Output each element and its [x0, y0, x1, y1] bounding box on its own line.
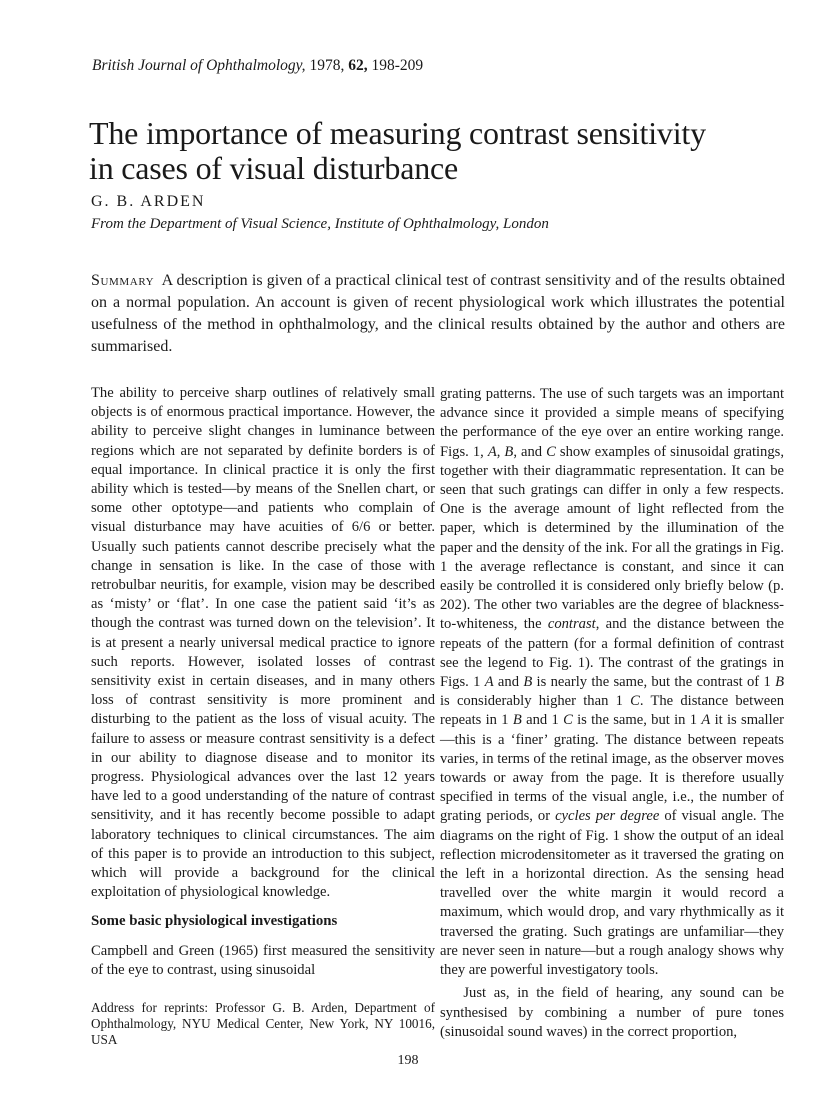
- article-title: [89, 116, 789, 186]
- section-paragraph: Campbell and Green (1965) first measured the sensitivity of the eye to contrast, using sinusoidal: [91, 942, 435, 978]
- summary-abstract: [91, 270, 785, 358]
- journal-pages: 198-209: [371, 57, 424, 74]
- right-paragraph-2: Just as, in the field of hearing, any sound can be synthesised by combining a number of pure tones (sinusoidal sound waves) in the correct proportion,: [440, 985, 784, 1040]
- journal-year: 1978,: [309, 57, 345, 74]
- author-affiliation: From the Department of Visual Science, Institute of Ophthalmology, London: [91, 216, 549, 232]
- right-column: [440, 385, 784, 1042]
- summary-label: Summary: [91, 272, 155, 289]
- intro-paragraph: The ability to perceive sharp outlines of relatively small objects is of enormous practical importance. However, the ability to perceive slight changes in luminance between regions which are not separated by definite borders is of equal importance. In clinical practice it is only the first ability which is tested—by means of the Snellen chart, or some other optotype—and patients who complain of visual disturbance may have acuities of 6/6 or better. Usually such patients cannot describe precisely what the change in sensation is like. In the case of those with retrobulbar neuritis, for example, vision may be described as ‘misty’ or ‘flat’. In one case the patient said ‘it’s as though the contrast was turned down on the television’. It is at present a nearly universal medical practice to ignore such reports. However, isolated losses of contrast sensitivity exist in certain diseases, and in many others loss of contrast sensitivity is more prominent and disturbing to the patient as the loss of visual acuity. The failure to assess or measure contrast sensitivity is a defect in our ability to diagnose disease and to monitor its progress. Physiological advances over the last 12 years have led to a good understanding of the nature of contrast sensitivity, and it has recently become possible to adapt laboratory techniques to clinical circumstances. The aim of this paper is to provide an introduction to this subject, which will provide a background for the clinical exploitation of physiological knowledge.: [91, 385, 435, 901]
- author-name: G. B. ARDEN: [91, 193, 206, 210]
- title-line-2: in cases of visual disturbance: [89, 150, 459, 186]
- reprint-address-footnote: Address for reprints: Professor G. B. Arden, Department of Ophthalmology, NYU Medical Center, New York, NY 10016, USA: [91, 1000, 435, 1047]
- right-paragraph-1: grating patterns. The use of such targets was an important advance since it provided a simple means of specifying the performance of the eye over an entire working range. Figs. 1, A, B, and C show examples of sinusoidal gratings, together with their diagrammatic representation. It can be seen that such gratings can differ in only a few respects. One is the average amount of light reflected from the paper, which is determined by the illumination of the paper and the density of the ink. For all the gratings in Fig. 1 the average reflectance is constant, and since it can easily be controlled it is considered only briefly below (p. 202). The other two variables are the degree of blackness-to-whiteness, the contrast, and the distance between the repeats of the pattern (for a formal definition of contrast see the legend to Fig. 1). The contrast of the gratings in Figs. 1 A and B is nearly the same, but the contrast of 1 B is considerably higher than 1 C. The distance between repeats in 1 B and 1 C is the same, but in 1 A it is smaller—this is a ‘finer’ grating. The distance between repeats varies, in terms of the retinal image, as the observer moves towards or away from the page. It is therefore usually specified in terms of the visual angle, i.e., the number of grating periods, or cycles per degree of visual angle. The diagrams on the right of Fig. 1 show the output of an ideal reflection microdensitometer as it traversed the grating on the left in a horizontal direction. As the sensing head travelled over the white margin it would record a maximum, which would drop, and vary rhythmically as it traversed the grating. Such gratings are unfamiliar—they are never seen in nature—but a rough analogy shows why they are powerful investigatory tools.: [440, 386, 785, 979]
- title-line-1: The importance of measuring contrast sensitivity: [89, 115, 706, 151]
- journal-volume: 62,: [348, 57, 368, 74]
- page-number: 198: [397, 1053, 419, 1068]
- journal-name: British Journal of Ophthalmology,: [92, 57, 306, 74]
- section-heading: Some basic physiological investigations: [91, 913, 338, 930]
- left-column: [91, 384, 435, 980]
- summary-text: A description is given of a practical clinical test of contrast sensitivity and of the results obtained on a normal population. An account is given of recent physiological work which illustrates the potential usefulness of the method in ophthalmology, and the clinical results obtained by the author and others are summarised.: [91, 272, 785, 355]
- journal-citation: [92, 57, 423, 75]
